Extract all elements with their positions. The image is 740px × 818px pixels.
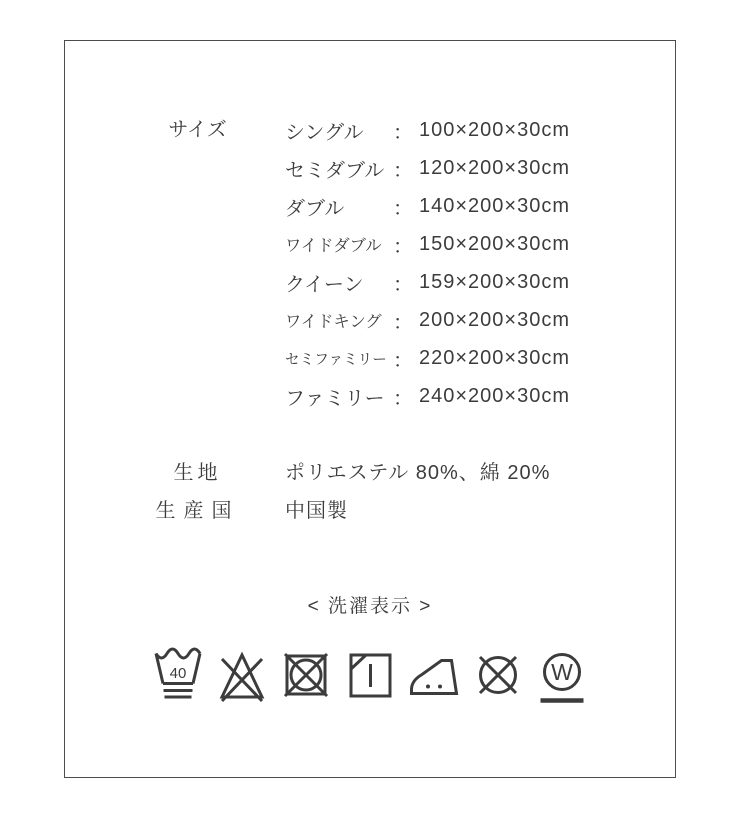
machine-wash-40-very-gentle-icon bbox=[153, 644, 203, 708]
iron-medium-heat-icon bbox=[409, 644, 459, 708]
size-separator: ： bbox=[393, 311, 413, 334]
size-name: クイーン bbox=[285, 273, 364, 296]
size-value: 140×200×30cm bbox=[419, 194, 571, 217]
size-value: 159×200×30cm bbox=[419, 270, 571, 293]
line-dry-in-shade-icon bbox=[345, 644, 395, 708]
size-separator: ： bbox=[393, 121, 413, 144]
size-row bbox=[285, 149, 675, 187]
size-name: セミファミリー bbox=[285, 351, 387, 368]
size-name: ワイドキング bbox=[285, 313, 382, 331]
wet-cleaning-letter: W bbox=[551, 659, 573, 685]
size-value: 100×200×30cm bbox=[419, 118, 571, 141]
size-row bbox=[285, 377, 675, 415]
care-section-heading: < 洗濯表示 > bbox=[307, 596, 433, 617]
size-separator: ： bbox=[393, 387, 413, 410]
size-value: 200×200×30cm bbox=[419, 308, 571, 331]
size-name: シングル bbox=[285, 121, 364, 144]
size-name: ダブル bbox=[285, 197, 345, 220]
do-not-bleach-icon bbox=[217, 644, 267, 708]
detail-value: ポリエステル 80%、綿 20% bbox=[285, 461, 551, 484]
size-section bbox=[65, 41, 675, 415]
wet-cleaning-gentle-icon bbox=[537, 644, 587, 708]
size-separator: ： bbox=[393, 273, 413, 296]
size-value: 220×200×30cm bbox=[419, 346, 571, 369]
size-row bbox=[285, 187, 675, 225]
size-separator: ： bbox=[393, 159, 413, 182]
product-spec-panel bbox=[64, 40, 676, 778]
size-separator: ： bbox=[393, 235, 413, 258]
size-section-label-cell bbox=[65, 111, 285, 415]
size-separator: ： bbox=[393, 197, 413, 220]
size-row bbox=[285, 301, 675, 339]
size-row bbox=[285, 111, 675, 149]
size-value: 120×200×30cm bbox=[419, 156, 571, 179]
size-list bbox=[285, 111, 675, 415]
do-not-dry-clean-icon bbox=[473, 644, 523, 708]
detail-row bbox=[65, 489, 675, 527]
size-name: ワイドダブル bbox=[285, 237, 382, 255]
size-value: 240×200×30cm bbox=[419, 384, 571, 407]
size-name: セミダブル bbox=[285, 159, 385, 182]
detail-row bbox=[65, 451, 675, 489]
wash-temperature-label: 40 bbox=[169, 665, 187, 682]
do-not-tumble-dry-icon bbox=[281, 644, 331, 708]
size-separator: ： bbox=[393, 349, 413, 372]
size-row bbox=[285, 225, 675, 263]
detail-label: 生産国 bbox=[155, 499, 240, 522]
detail-label: 生地 bbox=[173, 461, 222, 484]
detail-section bbox=[65, 451, 675, 527]
size-row bbox=[285, 339, 675, 377]
size-name: ファミリー bbox=[285, 387, 385, 410]
care-symbols-row bbox=[65, 644, 675, 708]
size-section-label: サイズ bbox=[168, 119, 227, 141]
size-row bbox=[285, 263, 675, 301]
size-value: 150×200×30cm bbox=[419, 232, 571, 255]
detail-value: 中国製 bbox=[285, 499, 348, 522]
